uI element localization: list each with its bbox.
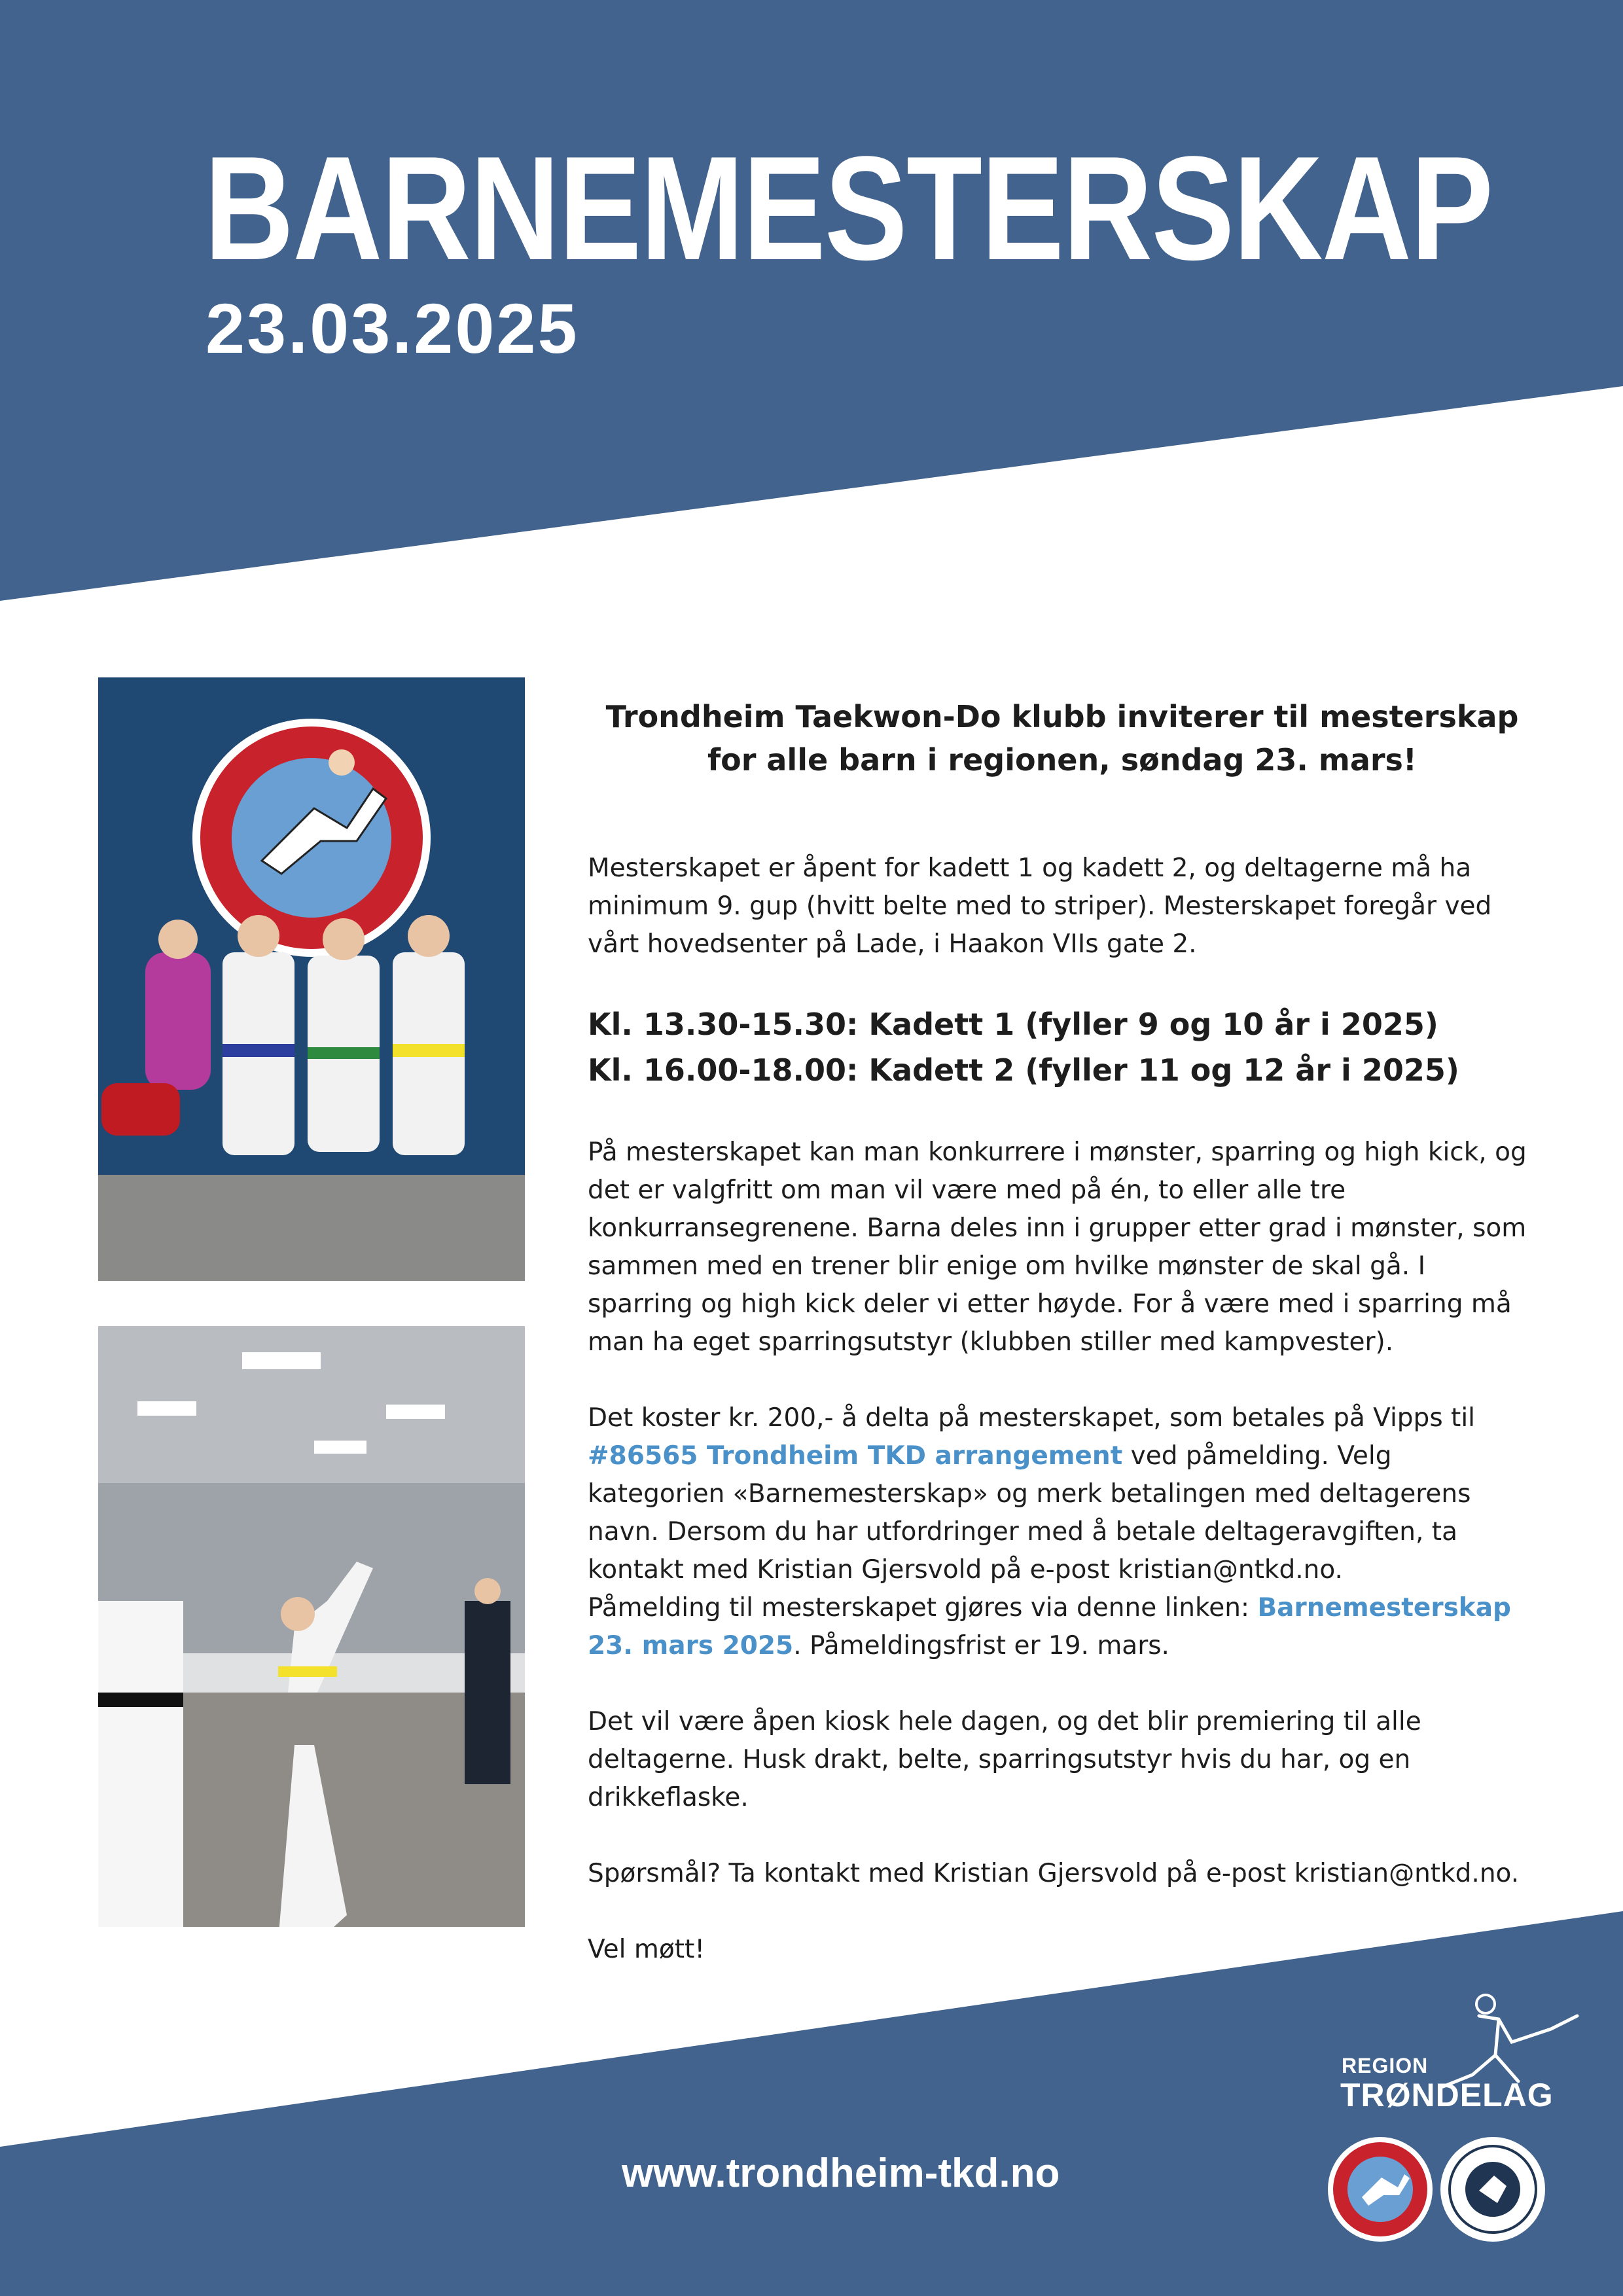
region-trondelag-logo <box>1335 1990 1584 2121</box>
intro-line-2: for alle barn i regionen, søndag 23. mars! <box>707 742 1417 778</box>
schedule-kadett-1: Kl. 13.30-15.30: Kadett 1 (fyller 9 og 10 år i 2025) <box>588 1007 1438 1042</box>
closing-text: Vel møtt! <box>588 1935 705 1964</box>
registration-paragraph <box>588 1589 1537 1665</box>
vipps-link[interactable]: #86565 Trondheim TKD arrangement <box>588 1441 1123 1471</box>
event-date: 23.03.2025 <box>205 289 579 368</box>
payment-text-after: ved påmelding. Velg kategorien «Barnemesterskap» og merk betalingen med deltagerens navn. Dersom du har utfordringer med å betale deltageravgiften, ta kontakt med Kristian Gjersvold på e-post kristian@ntkd.no. <box>588 1441 1471 1585</box>
kiosk-paragraph: Det vil være åpen kiosk hele dagen, og det blir premiering til alle deltagerne. Husk drakt, belte, sparringsutstyr hvis du har, og en drikkeflaske. <box>588 1707 1421 1812</box>
registration-text-after: . Påmeldingsfrist er 19. mars. <box>793 1631 1169 1660</box>
national-taekwon-do-norway-badge <box>1438 2135 1547 2244</box>
intro-line-1: Trondheim Taekwon-Do klubb inviterer til mesterskap <box>605 699 1519 734</box>
invitation-content <box>588 695 1537 2007</box>
schedule-kadett-2: Kl. 16.00-18.00: Kadett 2 (fyller 11 og 12 år i 2025) <box>588 1052 1459 1088</box>
questions-paragraph: Spørsmål? Ta kontakt med Kristian Gjersvold på e-post kristian@ntkd.no. <box>588 1859 1520 1888</box>
children-with-medals-photo <box>98 677 525 1281</box>
trondelag-label: TRØNDELAG <box>1340 2077 1554 2113</box>
intro-heading <box>588 695 1537 781</box>
website-link[interactable]: www.trondheim-tkd.no <box>622 2151 1060 2196</box>
registration-text-before: Påmelding til mesterskapet gjøres via denne linken: <box>588 1593 1258 1623</box>
region-label: REGION <box>1342 2054 1429 2077</box>
payment-paragraph <box>588 1399 1537 1589</box>
disciplines-paragraph: På mesterskapet kan man konkurrere i mønster, sparring og high kick, og det er valgfritt om man vil være med på én, to eller alle tre konkurransegrenene. Barna deles inn i grupper etter grad i mønster, som sammen med en trener blir enige om hvilke mønster de skal gå. I sparring og high kick deler vi etter høyde. For å være med i sparring må man ha eget sparringsutstyr (klubben stiller med kampvester). <box>588 1138 1527 1357</box>
eligibility-paragraph: Mesterskapet er åpent for kadett 1 og kadett 2, og deltagerne må ha minimum 9. gup (hvitt belte med to striper). Mesterskapet foregår ved vårt hovedsenter på Lade, i Haakon VIIs gate 2. <box>588 853 1492 959</box>
page-title: BARNEMESTERSKAP <box>204 125 1493 291</box>
payment-text-before: Det koster kr. 200,- å delta på mesterskapet, som betales på Vipps til <box>588 1403 1475 1433</box>
high-kick-competition-photo <box>98 1326 525 1927</box>
schedule <box>588 1001 1537 1093</box>
registration-link[interactable]: Barnemesterskap 23. mars 2025 <box>588 1593 1511 1660</box>
trondheim-taekwon-do-klubb-badge <box>1326 2135 1435 2244</box>
